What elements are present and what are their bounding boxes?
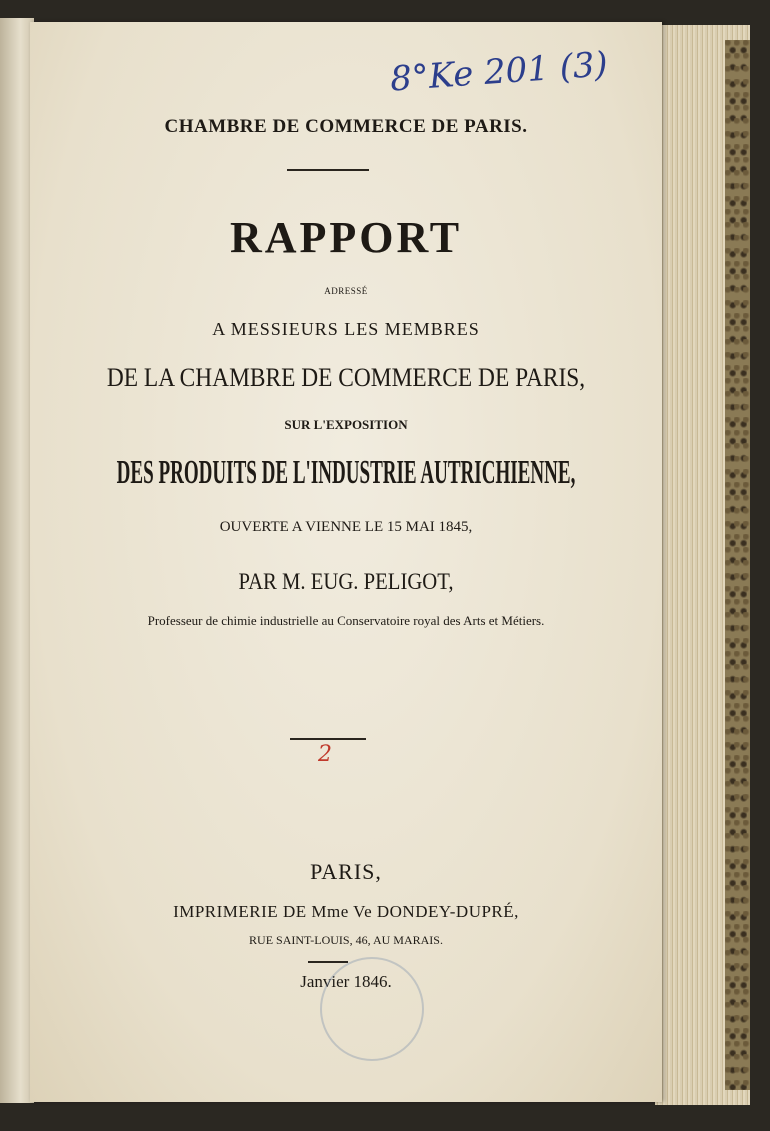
divider [290, 738, 366, 740]
page-mark-handwriting: 2 [318, 742, 332, 767]
title-page [30, 22, 662, 1102]
imprint-date: Janvier 1846. [300, 972, 392, 991]
subject: DES PRODUITS DE L'INDUSTRIE AUTRICHIENNE, [116, 454, 576, 491]
left-page-edge [0, 18, 34, 1103]
author-title: Professeur de chimie industrielle au Conservatoire royal des Arts et Métiers. [147, 613, 545, 628]
title: RAPPORT [229, 213, 463, 262]
imprint-address: RUE SAINT-LOUIS, 46, AU MARAIS. [249, 933, 443, 947]
opened-date: OUVERTE A VIENNE LE 15 MAI 1845, [219, 519, 473, 535]
header: CHAMBRE DE COMMERCE DE PARIS. [164, 116, 528, 137]
library-stamp [320, 957, 424, 1061]
author: PAR M. EUG. PELIGOT, [238, 569, 454, 594]
marbled-edge [725, 40, 750, 1090]
divider [287, 169, 369, 171]
divider [308, 961, 348, 963]
subject-intro: SUR L'EXPOSITION [284, 417, 408, 432]
recipients-line1: A MESSIEURS LES MEMBRES [212, 319, 480, 339]
call-number-handwriting: 8°Ke 201 (3) [388, 44, 610, 100]
recipients-line2: DE LA CHAMBRE DE COMMERCE DE PARIS, [106, 363, 586, 392]
imprint-printer: IMPRIMERIE DE Mme Ve DONDEY-DUPRÉ, [173, 902, 519, 921]
addressed: ADRESSÉ [324, 286, 368, 296]
imprint-city: PARIS, [310, 859, 382, 884]
